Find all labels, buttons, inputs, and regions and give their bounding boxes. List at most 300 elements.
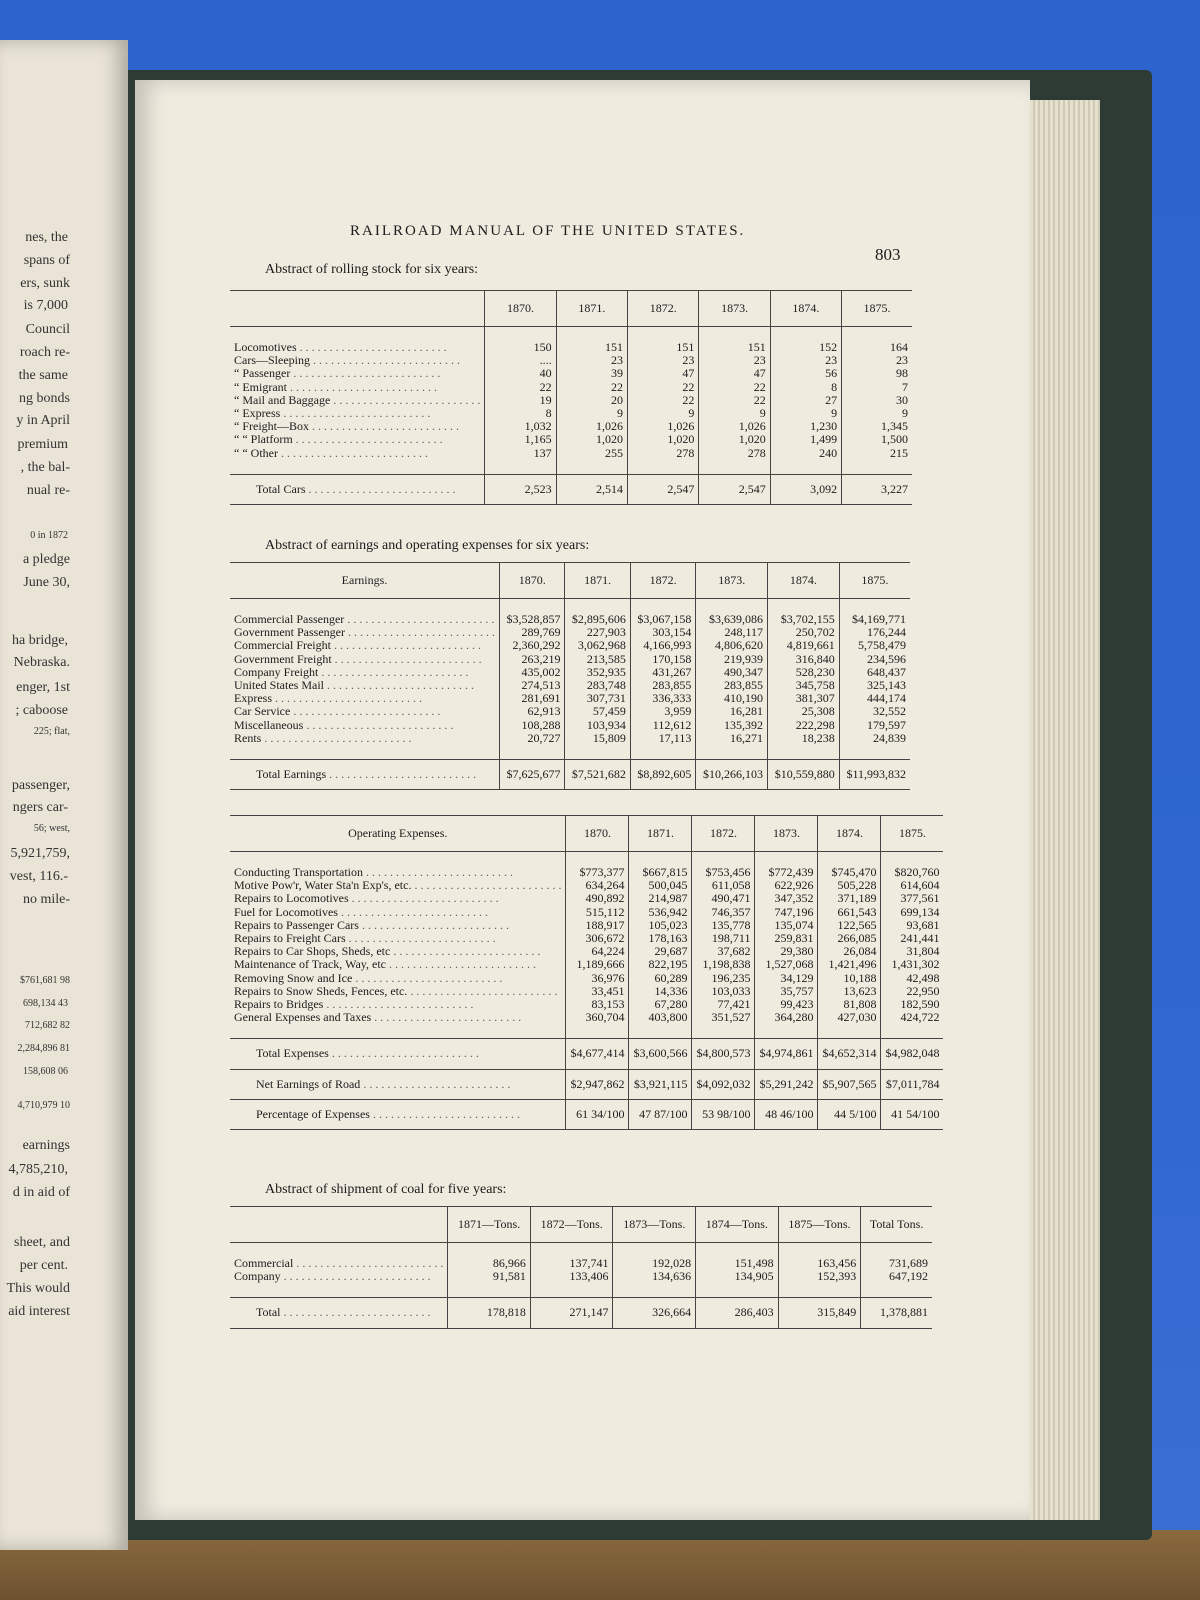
- column-header: 1871.: [565, 563, 630, 599]
- row-label: Express . . .: [230, 692, 499, 705]
- column-header: 1875.: [842, 291, 912, 327]
- table-cell: 151: [699, 341, 770, 354]
- table-cell: $10,559,880: [768, 760, 840, 790]
- table-cell: 44 5/100: [818, 1099, 881, 1129]
- table-cell: 22: [628, 394, 699, 407]
- table-cell: 2,360,292: [499, 639, 564, 652]
- table-cell: $7,521,682: [565, 760, 630, 790]
- table-cell: $2,895,606: [565, 613, 630, 626]
- table-cell: 29,380: [755, 945, 818, 958]
- table-cell: 360,704: [566, 1011, 629, 1024]
- table-cell: 15,809: [565, 732, 630, 745]
- table-cell: 35,757: [755, 985, 818, 998]
- table-cell: 219,939: [696, 653, 768, 666]
- table-cell: 1,378,881: [861, 1298, 932, 1328]
- table-cell: 528,230: [768, 666, 840, 679]
- left-page-text-fragment: spans of: [23, 253, 70, 268]
- table-cell: 26,084: [818, 945, 881, 958]
- table-cell: 431,267: [630, 666, 695, 679]
- total-row: [230, 1039, 943, 1069]
- table-cell: 424,722: [881, 1011, 944, 1024]
- table-cell: 325,143: [839, 679, 910, 692]
- table-cell: 10,188: [818, 972, 881, 985]
- table-cell: 31,804: [881, 945, 944, 958]
- table-cell: 42,498: [881, 972, 944, 985]
- table-cell: 40: [485, 367, 556, 380]
- table-cell: 648,437: [839, 666, 910, 679]
- table-cell: 163,456: [778, 1257, 861, 1270]
- table-cell: 47 87/100: [629, 1099, 692, 1129]
- table-cell: $820,760: [881, 866, 944, 879]
- table-cell: $745,470: [818, 866, 881, 879]
- table-cell: 227,903: [565, 626, 630, 639]
- table-cell: 83,153: [566, 998, 629, 1011]
- earnings-caption: Abstract of earnings and operating expenses for six years:: [265, 538, 590, 553]
- row-label: Total Cars . . .: [230, 474, 485, 504]
- table-cell: 611,058: [692, 879, 755, 892]
- table-cell: 303,154: [630, 626, 695, 639]
- table-row: [230, 653, 910, 666]
- table-cell: $2,947,862: [566, 1069, 629, 1099]
- column-header: 1870.: [566, 816, 629, 852]
- table-cell: 403,800: [629, 1011, 692, 1024]
- table-cell: 381,307: [768, 692, 840, 705]
- expenses-table: [230, 815, 943, 1130]
- table-cell: 182,590: [881, 998, 944, 1011]
- table-cell: $4,652,314: [818, 1039, 881, 1069]
- rolling-stock-table: [230, 290, 912, 505]
- table-row: [230, 1270, 932, 1283]
- table-cell: 137,741: [530, 1257, 613, 1270]
- table-cell: $3,639,086: [696, 613, 768, 626]
- table-cell: 222,298: [768, 719, 840, 732]
- left-page-text-fragment: , the bal-: [20, 460, 70, 475]
- table-cell: 23: [842, 354, 912, 367]
- table-cell: 2,514: [556, 474, 627, 504]
- left-page-text-fragment: nes, the: [25, 230, 68, 245]
- row-label: “ Freight—Box . . .: [230, 420, 485, 433]
- table-cell: 135,074: [755, 919, 818, 932]
- table-cell: 47: [628, 367, 699, 380]
- table-row: [230, 972, 943, 985]
- table-cell: 39: [556, 367, 627, 380]
- table-cell: 326,664: [613, 1298, 696, 1328]
- table-cell: 241,441: [881, 932, 944, 945]
- table-cell: $3,600,566: [629, 1039, 692, 1069]
- left-page-text-fragment: 2,284,896 81: [17, 1043, 70, 1054]
- table-cell: 67,280: [629, 998, 692, 1011]
- table-cell: 2,547: [628, 474, 699, 504]
- table-cell: 3,092: [770, 474, 841, 504]
- table-cell: 30: [842, 394, 912, 407]
- left-page-text-fragment: 4,710,979 10: [17, 1100, 70, 1111]
- table-cell: ....: [485, 354, 556, 367]
- column-header: 1873—Tons.: [613, 1207, 696, 1243]
- column-header: 1875.: [839, 563, 910, 599]
- table-cell: 1,020: [628, 433, 699, 446]
- row-label: Company Freight . . .: [230, 666, 499, 679]
- table-cell: 731,689: [861, 1257, 932, 1270]
- rolling-stock-caption: Abstract of rolling stock for six years:: [265, 262, 479, 277]
- left-page-text-fragment: vest, 116.-: [9, 869, 68, 884]
- left-page: [0, 40, 128, 1550]
- column-header: Total Tons.: [861, 1207, 932, 1243]
- total-row: [230, 760, 910, 790]
- column-header: 1870.: [485, 291, 556, 327]
- table-cell: 9: [770, 407, 841, 420]
- table-cell: 240: [770, 447, 841, 460]
- table-row: [230, 932, 943, 945]
- table-cell: 515,112: [566, 906, 629, 919]
- table-cell: 215: [842, 447, 912, 460]
- row-label: Company . . .: [230, 1270, 448, 1283]
- table-row: [230, 341, 912, 354]
- table-cell: 176,244: [839, 626, 910, 639]
- table-cell: 98: [842, 367, 912, 380]
- column-header: 1872—Tons.: [530, 1207, 613, 1243]
- table-cell: $3,067,158: [630, 613, 695, 626]
- total-row: [230, 1298, 932, 1328]
- table-cell: 336,333: [630, 692, 695, 705]
- left-page-text-fragment: ; caboose: [15, 703, 68, 718]
- table-cell: 8: [770, 381, 841, 394]
- row-label: Removing Snow and Ice . . .: [230, 972, 566, 985]
- row-label: Motive Pow'r, Water Sta'n Exp's, etc. . . .: [230, 879, 566, 892]
- column-header: 1874.: [770, 291, 841, 327]
- table-row: [230, 958, 943, 971]
- left-page-text-fragment: Nebraska.: [13, 655, 70, 670]
- row-label: Repairs to Car Shops, Sheds, etc . . .: [230, 945, 566, 958]
- row-label: Government Passenger . . .: [230, 626, 499, 639]
- column-header: 1873.: [755, 816, 818, 852]
- column-header: 1871.: [629, 816, 692, 852]
- table-cell: 135,392: [696, 719, 768, 732]
- table-cell: $4,677,414: [566, 1039, 629, 1069]
- table-cell: 34,129: [755, 972, 818, 985]
- table-cell: 53 98/100: [692, 1099, 755, 1129]
- table-cell: 4,166,993: [630, 639, 695, 652]
- table-cell: 137: [485, 447, 556, 460]
- table-cell: 281,691: [499, 692, 564, 705]
- row-label: Repairs to Passenger Cars . . .: [230, 919, 566, 932]
- row-label: “ “ Platform . . .: [230, 433, 485, 446]
- column-header: 1871—Tons.: [448, 1207, 531, 1243]
- table-cell: $4,974,861: [755, 1039, 818, 1069]
- table-cell: 48 46/100: [755, 1099, 818, 1129]
- table-cell: 427,030: [818, 1011, 881, 1024]
- table-cell: 1,230: [770, 420, 841, 433]
- left-page-text-fragment: d in aid of: [12, 1185, 70, 1200]
- table-cell: 316,840: [768, 653, 840, 666]
- table-cell: 3,227: [842, 474, 912, 504]
- left-page-text-fragment: 0 in 1872: [30, 530, 68, 541]
- row-label: Commercial . . .: [230, 1257, 448, 1270]
- table-cell: 36,976: [566, 972, 629, 985]
- table-cell: 32,552: [839, 705, 910, 718]
- table-cell: 1,026: [556, 420, 627, 433]
- table-cell: 1,165: [485, 433, 556, 446]
- column-header: 1874—Tons.: [696, 1207, 779, 1243]
- row-label: Rents . . .: [230, 732, 499, 745]
- table-cell: 435,002: [499, 666, 564, 679]
- left-page-text-fragment: the same: [18, 368, 68, 383]
- table-cell: $667,815: [629, 866, 692, 879]
- left-page-text-fragment: June 30,: [23, 575, 70, 590]
- table-cell: 9: [842, 407, 912, 420]
- table-cell: 1,026: [628, 420, 699, 433]
- table-cell: 23: [770, 354, 841, 367]
- table-cell: 122,565: [818, 919, 881, 932]
- table-row: [230, 447, 912, 460]
- table-cell: 29,687: [629, 945, 692, 958]
- table-cell: 1,026: [699, 420, 770, 433]
- table-cell: 307,731: [565, 692, 630, 705]
- table-cell: 22: [556, 381, 627, 394]
- header-label: [230, 291, 485, 327]
- column-header: 1873.: [699, 291, 770, 327]
- left-page-text-fragment: 712,682 82: [25, 1020, 70, 1031]
- column-header: 1874.: [768, 563, 840, 599]
- table-cell: 64,224: [566, 945, 629, 958]
- left-page-text-fragment: nual re-: [26, 483, 70, 498]
- table-cell: 352,935: [565, 666, 630, 679]
- table-row: [230, 705, 910, 718]
- table-cell: 133,406: [530, 1270, 613, 1283]
- table-cell: 1,020: [699, 433, 770, 446]
- header-row: [230, 291, 912, 327]
- table-cell: $4,982,048: [881, 1039, 944, 1069]
- table-cell: 1,499: [770, 433, 841, 446]
- table-cell: 61 34/100: [566, 1099, 629, 1129]
- table-cell: 25,308: [768, 705, 840, 718]
- table-cell: 1,020: [556, 433, 627, 446]
- table-cell: 17,113: [630, 732, 695, 745]
- left-page-text-fragment: roach re-: [19, 345, 70, 360]
- table-cell: $5,291,242: [755, 1069, 818, 1099]
- table-cell: 57,459: [565, 705, 630, 718]
- percentage-row: [230, 1099, 943, 1129]
- table-cell: 306,672: [566, 932, 629, 945]
- column-header: 1872.: [628, 291, 699, 327]
- table-cell: 27: [770, 394, 841, 407]
- table-cell: 2,523: [485, 474, 556, 504]
- coal-caption: Abstract of shipment of coal for five years:: [265, 1182, 507, 1197]
- table-cell: 9: [556, 407, 627, 420]
- left-page-text-fragment: enger, 1st: [16, 680, 70, 695]
- table-cell: 178,818: [448, 1298, 531, 1328]
- table-cell: $773,377: [566, 866, 629, 879]
- table-cell: $10,266,103: [696, 760, 768, 790]
- table-cell: 81,808: [818, 998, 881, 1011]
- table-cell: 266,085: [818, 932, 881, 945]
- table-cell: 103,934: [565, 719, 630, 732]
- row-label: Net Earnings of Road . . .: [230, 1069, 566, 1099]
- row-label: Fuel for Locomotives . . .: [230, 906, 566, 919]
- table-cell: 263,219: [499, 653, 564, 666]
- table-cell: 134,905: [696, 1270, 779, 1283]
- table-cell: $4,169,771: [839, 613, 910, 626]
- table-cell: 347,352: [755, 892, 818, 905]
- table-cell: $772,439: [755, 866, 818, 879]
- table-cell: 33,451: [566, 985, 629, 998]
- left-page-text-fragment: no mile-: [22, 892, 70, 907]
- table-cell: 213,585: [565, 653, 630, 666]
- table-row: [230, 985, 943, 998]
- row-label: Repairs to Locomotives . . .: [230, 892, 566, 905]
- table-cell: 647,192: [861, 1270, 932, 1283]
- header-row: [230, 816, 943, 852]
- left-page-text-fragment: 225; flat,: [33, 726, 70, 737]
- row-label: Miscellaneous . . .: [230, 719, 499, 732]
- table-cell: 271,147: [530, 1298, 613, 1328]
- table-cell: 500,045: [629, 879, 692, 892]
- table-cell: 4,806,620: [696, 639, 768, 652]
- left-page-text-fragment: passenger,: [11, 778, 70, 793]
- table-cell: 286,403: [696, 1298, 779, 1328]
- table-cell: 23: [556, 354, 627, 367]
- table-cell: 22: [699, 381, 770, 394]
- table-cell: 192,028: [613, 1257, 696, 1270]
- table-cell: $5,907,565: [818, 1069, 881, 1099]
- table-cell: 135,778: [692, 919, 755, 932]
- left-page-text-fragment: aid interest: [8, 1304, 70, 1319]
- table-cell: 178,163: [629, 932, 692, 945]
- left-page-text-fragment: 698,134 43: [23, 998, 68, 1009]
- table-cell: 150: [485, 341, 556, 354]
- table-row: [230, 892, 943, 905]
- table-cell: 47: [699, 367, 770, 380]
- table-cell: 14,336: [629, 985, 692, 998]
- table-cell: 134,636: [613, 1270, 696, 1283]
- column-header: 1872.: [630, 563, 695, 599]
- left-page-text-fragment: 5,921,759,: [10, 846, 70, 861]
- table-cell: 151: [628, 341, 699, 354]
- table-cell: 1,189,666: [566, 958, 629, 971]
- table-cell: 351,527: [692, 1011, 755, 1024]
- desk-surface: [0, 1530, 1200, 1600]
- table-cell: 18,238: [768, 732, 840, 745]
- table-cell: 505,228: [818, 879, 881, 892]
- table-row: [230, 906, 943, 919]
- table-cell: 3,959: [630, 705, 695, 718]
- table-cell: 196,235: [692, 972, 755, 985]
- coal-table: [230, 1206, 932, 1329]
- table-cell: 1,032: [485, 420, 556, 433]
- table-row: [230, 433, 912, 446]
- table-cell: 371,189: [818, 892, 881, 905]
- left-page-text-fragment: ers, sunk: [20, 276, 70, 291]
- left-page-text-fragment: a pledge: [22, 552, 70, 567]
- column-header: 1874.: [818, 816, 881, 852]
- table-cell: 274,513: [499, 679, 564, 692]
- running-head: RAILROAD MANUAL OF THE UNITED STATES.: [350, 223, 746, 239]
- column-header: 1872.: [692, 816, 755, 852]
- left-page-text-fragment: is 7,000: [23, 298, 68, 313]
- left-page-text-fragment: Council: [25, 322, 70, 337]
- table-cell: 377,561: [881, 892, 944, 905]
- table-cell: $8,892,605: [630, 760, 695, 790]
- table-cell: 822,195: [629, 958, 692, 971]
- table-cell: $4,800,573: [692, 1039, 755, 1069]
- row-label: Total . . .: [230, 1298, 448, 1328]
- header-label: [230, 1207, 448, 1243]
- table-cell: 24,839: [839, 732, 910, 745]
- table-cell: $11,993,832: [839, 760, 910, 790]
- row-label: “ “ Other . . .: [230, 447, 485, 460]
- table-cell: 278: [628, 447, 699, 460]
- table-cell: 151,498: [696, 1257, 779, 1270]
- table-cell: 23: [628, 354, 699, 367]
- column-header: 1875.: [881, 816, 944, 852]
- column-header: 1875—Tons.: [778, 1207, 861, 1243]
- table-cell: 490,892: [566, 892, 629, 905]
- row-label: Total Earnings . . .: [230, 760, 499, 790]
- row-label: Government Freight . . .: [230, 653, 499, 666]
- table-cell: 152,393: [778, 1270, 861, 1283]
- table-cell: 444,174: [839, 692, 910, 705]
- table-cell: 345,758: [768, 679, 840, 692]
- row-label: Repairs to Snow Sheds, Fences, etc. . . .: [230, 985, 566, 998]
- table-cell: 3,062,968: [565, 639, 630, 652]
- table-cell: 179,597: [839, 719, 910, 732]
- table-cell: 747,196: [755, 906, 818, 919]
- table-cell: 250,702: [768, 626, 840, 639]
- left-page-text-fragment: earnings: [22, 1138, 70, 1153]
- table-cell: $7,625,677: [499, 760, 564, 790]
- table-cell: 214,987: [629, 892, 692, 905]
- table-cell: 164: [842, 341, 912, 354]
- table-cell: 622,926: [755, 879, 818, 892]
- table-cell: 198,711: [692, 932, 755, 945]
- header-row: [230, 1207, 932, 1243]
- left-page-text-fragment: 56; west,: [33, 823, 70, 834]
- table-row: [230, 732, 910, 745]
- row-label: Repairs to Bridges . . .: [230, 998, 566, 1011]
- table-cell: $4,092,032: [692, 1069, 755, 1099]
- table-cell: 1,527,068: [755, 958, 818, 971]
- net-row: [230, 1069, 943, 1099]
- table-cell: 56: [770, 367, 841, 380]
- table-cell: 13,623: [818, 985, 881, 998]
- table-cell: 259,831: [755, 932, 818, 945]
- table-cell: 108,288: [499, 719, 564, 732]
- earnings-table: [230, 562, 910, 790]
- table-cell: 4,819,661: [768, 639, 840, 652]
- table-cell: 661,543: [818, 906, 881, 919]
- table-cell: $3,528,857: [499, 613, 564, 626]
- table-cell: 9: [699, 407, 770, 420]
- row-label: Commercial Passenger . . .: [230, 613, 499, 626]
- table-cell: 699,134: [881, 906, 944, 919]
- table-cell: 9: [628, 407, 699, 420]
- table-cell: 1,431,302: [881, 958, 944, 971]
- row-label: Total Expenses . . .: [230, 1039, 566, 1069]
- column-header: 1873.: [696, 563, 768, 599]
- column-header: 1871.: [556, 291, 627, 327]
- table-cell: 634,264: [566, 879, 629, 892]
- table-row: [230, 381, 912, 394]
- table-cell: 41 54/100: [881, 1099, 944, 1129]
- table-row: [230, 394, 912, 407]
- table-cell: 8: [485, 407, 556, 420]
- table-cell: $7,011,784: [881, 1069, 944, 1099]
- row-label: Cars—Sleeping . . .: [230, 354, 485, 367]
- left-page-text-fragment: This would: [6, 1281, 70, 1296]
- table-cell: 614,604: [881, 879, 944, 892]
- table-cell: 20,727: [499, 732, 564, 745]
- header-row: [230, 563, 910, 599]
- row-label: Percentage of Expenses . . .: [230, 1099, 566, 1129]
